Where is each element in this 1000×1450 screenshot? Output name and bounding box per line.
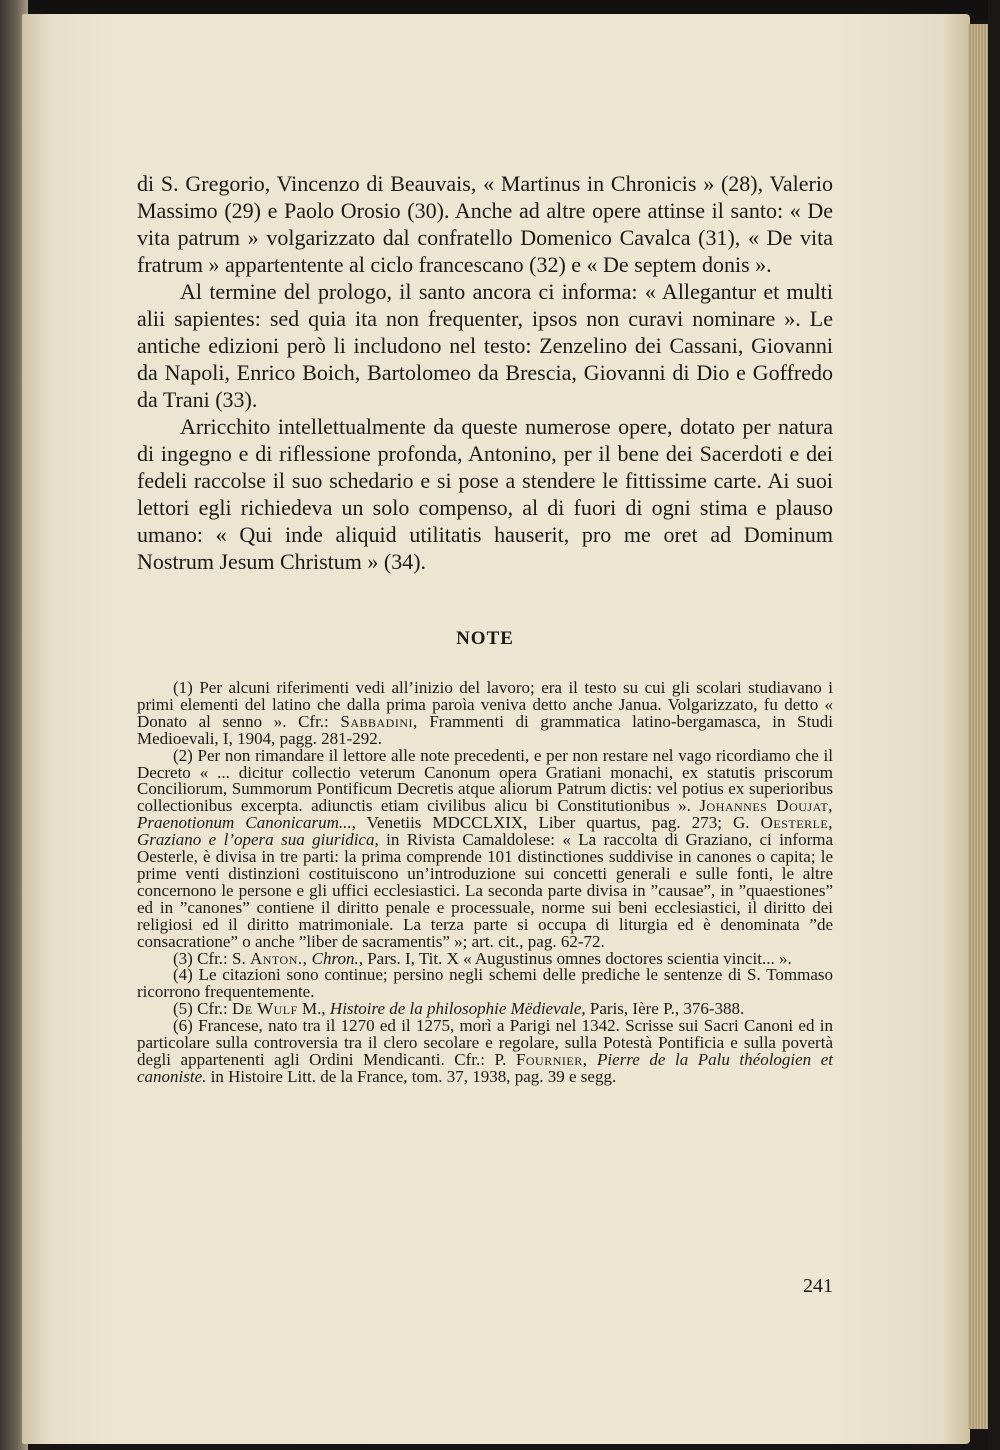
note-2-title-2: Graziano e l’opera sua giuridica, — [137, 830, 379, 850]
note-1-text: (1) Per alcuni riferimenti vedi all’inizio del lavoro; era il testo su cui gli scolari studiavano i primi elementi del latino che dalla prima paroìa veniva detto anche Janua. Volgarizzato, fu detto « Donato al senno ». Cfr.: — [137, 678, 833, 731]
note-5-rest: Paris, Ière P., 376-388. — [589, 999, 745, 1019]
note-4-text: (4) Le citazioni sono continue; persino negli schemi delle prediche le sentenze di S. Tommaso ricorrono frequentemente. — [137, 965, 833, 1002]
note-4 — [137, 967, 833, 1001]
note-2-title-1: Praenotionum Canonicarum..., — [137, 813, 356, 833]
note-5-mid: M., — [302, 999, 326, 1019]
note-1-author: Sabbadini, — [340, 711, 418, 731]
main-text — [137, 170, 833, 575]
note-2-rest: in Rivista Camaldolese: « La raccolta di Graziano, ci informa Oesterle, è divisa in tre parti: la prima comprende 101 distinctiones suddivise in canones o capita; le prime venti distinzioni costituiscono un’introduzione sui concetti generali e sulle fonti, le altre concernono le persone e gli uffici ecclesiastici. La seconda parte divisa in ”causae”, in ”quaestiones” ed in ”canones” contiene il diritto penale e processuale, norme sui beni ecclesiastici, il diritto dei religiosi ed il diritto matrimoniale. La terza parte si occupa di liturgia ed è denominata ”de consacratione” o anche ”liber de sacramentis” »; art. cit., pag. 62-72. — [137, 830, 834, 951]
note-6-title: Pierre de la Palu théologien et canoniste. — [137, 1049, 834, 1086]
paragraph-2: Al termine del prologo, il santo ancora ci informa: « Allegantur et multi alii sapientes: sed quia ita non frequenter, ipsos non curavi nominare ». Le antiche edizioni però li includono nel testo: Zenzelino dei Cassani, Giovanni da Napoli, Enrico Boich, Bartolomeo da Brescia, Giovanni di Dio e Goffredo da Trani (33). — [137, 279, 833, 412]
notes-section — [137, 680, 833, 1086]
note-6-rest: in Histoire Litt. de la France, tom. 37, 1938, pag. 39 e segg. — [210, 1066, 617, 1086]
note-3-title: Chron., — [311, 948, 363, 968]
notes-heading: NOTE — [456, 628, 514, 649]
note-2-text: (2) Per non rimandare il lettore alle note precedenti, e per non restare nel vago ricordiamo che il Decreto « ... dicitur collectio veterum Canonum opera Gratiani monachi, ex statutis priscorum Conciliorum, Summorum Pontificum Decretis atque aliorum Patrum dictis: vel potius ex superioribus collectionibus excerpta. adiunctis etiam civilibus alicu bi Constitutionibus ». — [137, 745, 833, 816]
note-5-title: Histoire de la philosophie Mëdievale, — [329, 999, 586, 1019]
note-1 — [137, 680, 833, 748]
book-cover-edge — [988, 0, 1000, 1450]
note-5-author: De Wulf — [232, 999, 298, 1019]
page-stack-edge — [968, 24, 990, 1429]
note-3-start: (3) Cfr.: S. — [173, 948, 246, 968]
note-2-author-1: Johannes Doujat, — [699, 796, 834, 816]
note-6 — [137, 1018, 833, 1086]
note-5-start: (5) Cfr.: — [173, 999, 228, 1019]
note-3-rest: Pars. I, Tit. X « Augustinus omnes doctores scientia vincit... ». — [367, 948, 792, 968]
note-2-author-2: Oesterle, — [760, 813, 833, 833]
note-2-mid: Venetiis MDCCLXIX, Liber quartus, pag. 273; G. — [366, 813, 750, 833]
page-number: 241 — [803, 1275, 833, 1297]
note-3-author: Anton., — [249, 948, 308, 968]
note-2 — [137, 745, 834, 951]
paragraph-3: Arricchito intellettualmente da queste numerose opere, dotato per natura di ingegno e di riflessione profonda, Antonino, per il bene dei Sacerdoti e dei fedeli raccolse il suo schedario e si pose a stendere le fittissime carte. Ai suoi lettori egli richiedeva un solo compenso, al di fuori di ogni stima e plauso umano: « Qui inde aliquid utilitatis hauserit, pro me oret ad Dominum Nostrum Jesum Christum » (34). — [137, 414, 833, 574]
note-1-rest: Frammenti di grammatica latino-bergamasca, in Studi Medioevali, I, 1904, pagg. 281-292. — [137, 711, 834, 748]
paragraph-1: di S. Gregorio, Vincenzo di Beauvais, « Martinus in Chronicis » (28), Valerio Massimo (29) e Paolo Orosio (30). Anche ad altre opere attinse il santo: « De vita patrum » volgarizzato dal confratello Domenico Cavalca (31), « De vita fratrum » appartentente al ciclo francescano (32) e « De septem donis ». — [137, 171, 833, 277]
note-6-author: Fournier, — [515, 1049, 588, 1069]
note-6-text: (6) Francese, nato tra il 1270 ed il 1275, morì a Parigi nel 1342. Scrisse sui Sacri Canoni ed in particolare sulla controversia tra il clero secolare e regolare, sulla Potestà Pontificia e sulla povertà degli appartenenti agli Ordini Mendicanti. Cfr.: P. — [137, 1016, 833, 1069]
